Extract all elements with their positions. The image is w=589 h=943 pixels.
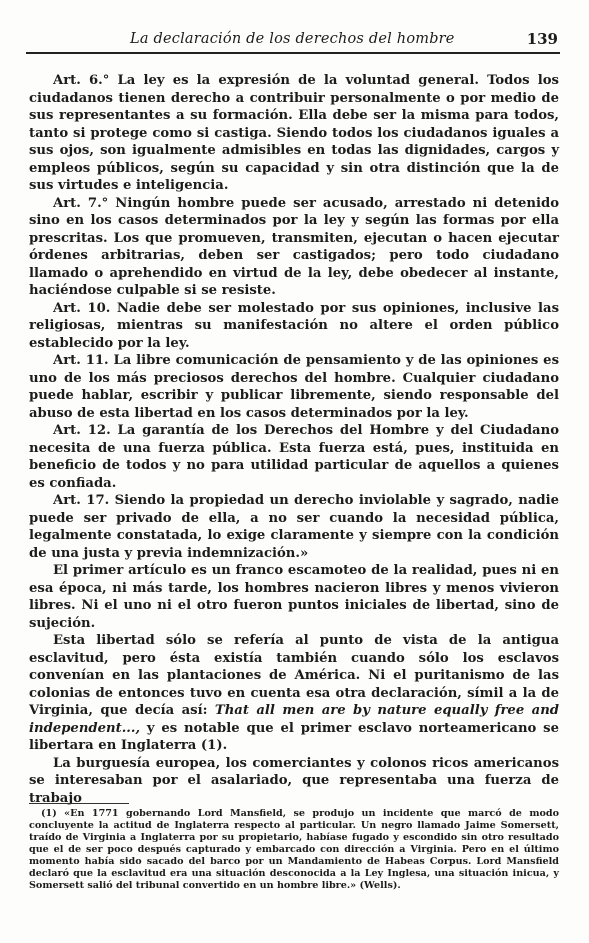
paragraph-burguesia: La burguesía europea, los comerciantes y colonos ricos americanos se interesaban por el asalariado, que representaba una fuerza de trabajo <box>29 755 559 806</box>
header-title: La declaración de los derechos del hombre <box>130 31 455 47</box>
paragraph-art-6: Art. 6.° La ley es la expresión de la voluntad general. Todos los ciudadanos tienen derecho a contribuir personalmente o por medio de sus representantes a su formación. Ella debe ser la misma para todos, tanto si protege como si castiga. Siendo todos los ciudadanos iguales a sus ojos, son igualmente admisibles en todas las dignidades, cargos y empleos públicos, según su capacidad y sin otra distinción que la de sus virtudes e inteligencia. <box>29 73 559 193</box>
page-number: 139 <box>526 30 558 48</box>
running-header <box>26 28 560 54</box>
paragraph-art-17: Art. 17. Siendo la propiedad un derecho inviolable y sagrado, nadie puede ser privado de ella, a no ser cuando la necesidad pública, legalmente constatada, lo exige claramente y siempre con la condición de una justa y previa indemnización.» <box>29 493 559 561</box>
paragraph-commentary: El primer artículo es un franco escamoteo de la realidad, pues ni en esa época, ni más tarde, los hombres nacieron libres y menos vivieron libres. Ni el uno ni el otro fueron puntos iniciales de libertad, sino de sujeción. <box>29 563 559 631</box>
paragraph-art-10: Art. 10. Nadie debe ser molestado por sus opiniones, inclusive las religiosas, mientras su manifestación no altere el orden público establecido por la ley. <box>29 300 559 351</box>
footnote-text: (1) «En 1771 gobernando Lord Mansfield, se produjo un incidente que marcó de modo concluyente la actitud de Inglaterra respecto al particular. Un negro llamado Jaime Somersett, traído de Virginia a Inglaterra por su propietario, habíase fugado y escondido sin otro resultado que el de ser poco después capturado y embarcado con dirección a Virginia. Pero en el último momento había sido sacado del barco por un Mandamiento de Habeas Corpus. Lord Mansfield declaró que la esclavitud era una situación desconocida a la Ley Inglesa, una situación inicua, y Somersett salió del tribunal convertido en un hombre libre.» (Wells). <box>29 808 559 891</box>
english-quote: That all men are by nature equally free and independent..., <box>29 703 559 736</box>
paragraph-art-7: Art. 7.° Ningún hombre puede ser acusado, arrestado ni detenido sino en los casos determinados por la ley y según las formas por ella prescritas. Los que promueven, transmiten, ejecutan o hacen ejecutar órdenes arbitrarias, deben ser castigados; pero todo ciudadano llamado o aprehendido en virtud de la ley, debe obedecer al instante, haciéndose culpable si se resiste. <box>29 195 559 298</box>
paragraph-art-11: Art. 11. La libre comunicación de pensamiento y de las opiniones es uno de los más preciosos derechos del hombre. Cualquier ciudadano puede hablar, escribir y publicar libremente, siendo responsable del abuso de esta libertad en los casos determinados por la ley. <box>29 353 559 421</box>
footnote <box>29 808 559 892</box>
paragraph-virginia-after: y es notable que el primer esclavo norteamericano se libertara en Inglaterra (1). <box>29 720 559 753</box>
paragraph-virginia <box>29 632 559 755</box>
body-text <box>29 72 559 807</box>
footnote-rule <box>29 803 129 804</box>
paragraph-virginia-before: Esta libertad sólo se refería al punto de vista de la antigua esclavitud, pero ésta existía también cuando sólo los esclavos convenían en las plantaciones de América. Ni el puritanismo de las colonias de entonces tuvo en cuenta esa otra declaración, símil a la de Virginia, que decía así: <box>29 633 559 718</box>
paragraph-art-12: Art. 12. La garantía de los Derechos del Hombre y del Ciudadano necesita de una fuerza pública. Esta fuerza está, pues, instituida en beneficio de todos y no para utilidad particular de aquellos a quienes es confiada. <box>29 423 559 491</box>
